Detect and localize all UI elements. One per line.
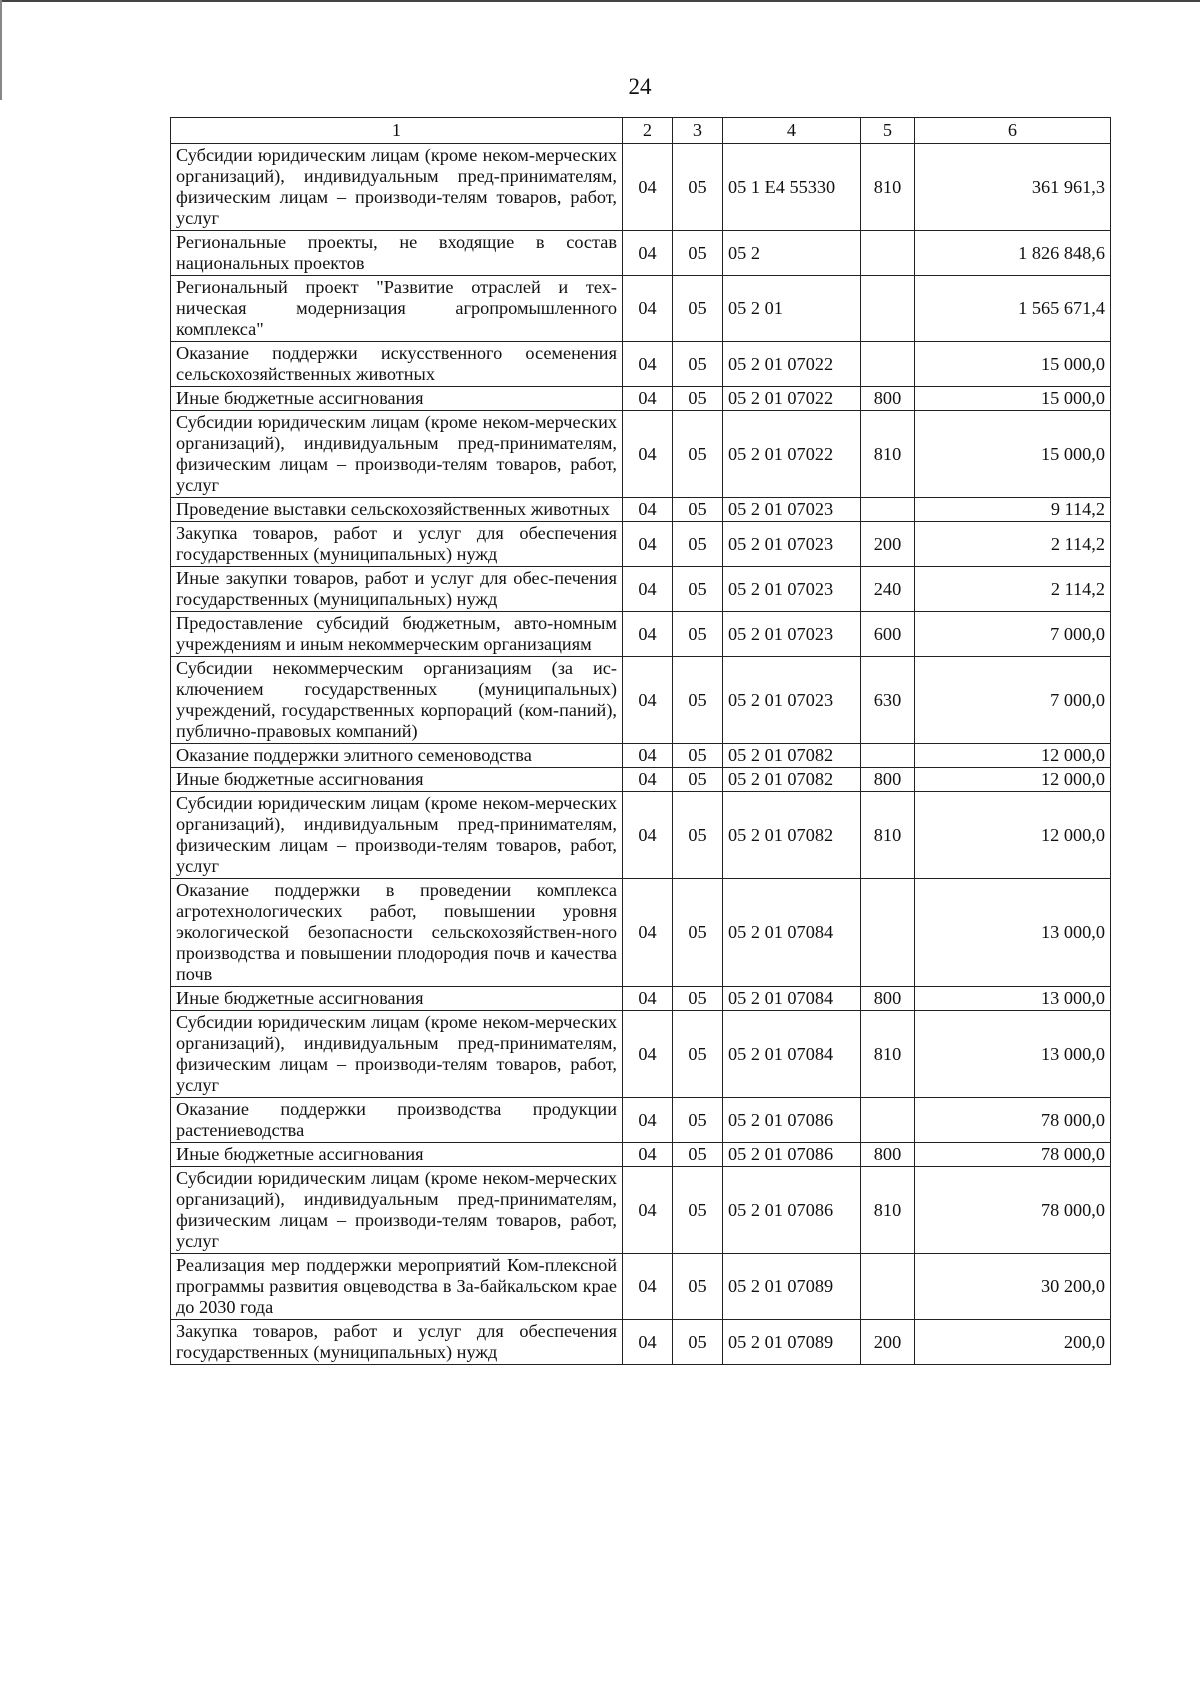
- table-row: [171, 1098, 1111, 1143]
- row-amount-cell: 9 114,2: [915, 498, 1111, 522]
- scan-edge-left: [0, 0, 2, 100]
- table-row: [171, 987, 1111, 1011]
- table-row: [171, 1011, 1111, 1098]
- row-amount-cell: 7 000,0: [915, 657, 1111, 744]
- row-amount-cell: 13 000,0: [915, 987, 1111, 1011]
- row-amount-cell: 15 000,0: [915, 387, 1111, 411]
- table-row: [171, 768, 1111, 792]
- row-expense-type-cell: 810: [861, 1011, 915, 1098]
- row-expense-type-cell: [861, 1254, 915, 1320]
- table-row: [171, 1143, 1111, 1167]
- row-subsection-cell: 05: [673, 1143, 723, 1167]
- row-subsection-cell: 05: [673, 1254, 723, 1320]
- row-name-cell: Предоставление субсидий бюджетным, авто-номным учреждениям и иным некоммерческим организациям: [171, 612, 623, 657]
- table-row: [171, 498, 1111, 522]
- header-col-6: 6: [915, 118, 1111, 144]
- row-target-code-cell: 05 2 01 07082: [723, 792, 861, 879]
- row-subsection-cell: 05: [673, 879, 723, 987]
- row-section-cell: 04: [623, 879, 673, 987]
- row-target-code-cell: 05 1 E4 55330: [723, 144, 861, 231]
- row-target-code-cell: 05 2 01 07082: [723, 744, 861, 768]
- row-section-cell: 04: [623, 1167, 673, 1254]
- row-target-code-cell: 05 2 01 07022: [723, 387, 861, 411]
- row-subsection-cell: 05: [673, 768, 723, 792]
- table-row: [171, 1167, 1111, 1254]
- row-name-cell: Проведение выставки сельскохозяйственных животных: [171, 498, 623, 522]
- row-expense-type-cell: 600: [861, 612, 915, 657]
- row-name-cell: Субсидии юридическим лицам (кроме неком-мерческих организаций), индивидуальным пред-принимателям, физическим лицам – производи-телям товаров, работ, услуг: [171, 1167, 623, 1254]
- row-section-cell: 04: [623, 276, 673, 342]
- row-target-code-cell: 05 2 01 07022: [723, 342, 861, 387]
- row-expense-type-cell: 810: [861, 411, 915, 498]
- row-target-code-cell: 05 2 01 07089: [723, 1254, 861, 1320]
- row-subsection-cell: 05: [673, 387, 723, 411]
- table-row: [171, 342, 1111, 387]
- row-target-code-cell: 05 2 01: [723, 276, 861, 342]
- row-section-cell: 04: [623, 144, 673, 231]
- row-section-cell: 04: [623, 1254, 673, 1320]
- table-row: [171, 567, 1111, 612]
- row-subsection-cell: 05: [673, 612, 723, 657]
- row-name-cell: Оказание поддержки элитного семеноводства: [171, 744, 623, 768]
- table-row: [171, 1254, 1111, 1320]
- row-amount-cell: 200,0: [915, 1320, 1111, 1365]
- row-amount-cell: 361 961,3: [915, 144, 1111, 231]
- row-amount-cell: 2 114,2: [915, 567, 1111, 612]
- row-name-cell: Субсидии некоммерческим организациям (за ис-ключением государственных (муниципальных) учреждений, государственных корпораций (ком-паний), публично-правовых компаний): [171, 657, 623, 744]
- row-section-cell: 04: [623, 612, 673, 657]
- table-row: [171, 879, 1111, 987]
- row-name-cell: Субсидии юридическим лицам (кроме неком-мерческих организаций), индивидуальным пред-принимателям, физическим лицам – производи-телям товаров, работ, услуг: [171, 144, 623, 231]
- row-subsection-cell: 05: [673, 498, 723, 522]
- row-subsection-cell: 05: [673, 1320, 723, 1365]
- row-expense-type-cell: [861, 1098, 915, 1143]
- row-amount-cell: 2 114,2: [915, 522, 1111, 567]
- table-body: [171, 144, 1111, 1365]
- row-name-cell: Субсидии юридическим лицам (кроме неком-мерческих организаций), индивидуальным пред-принимателям, физическим лицам – производи-телям товаров, работ, услуг: [171, 411, 623, 498]
- row-section-cell: 04: [623, 411, 673, 498]
- row-amount-cell: 1 826 848,6: [915, 231, 1111, 276]
- row-expense-type-cell: [861, 498, 915, 522]
- row-subsection-cell: 05: [673, 522, 723, 567]
- row-amount-cell: 12 000,0: [915, 744, 1111, 768]
- row-expense-type-cell: 810: [861, 144, 915, 231]
- row-amount-cell: 1 565 671,4: [915, 276, 1111, 342]
- table-row: [171, 744, 1111, 768]
- table-row: [171, 522, 1111, 567]
- row-subsection-cell: 05: [673, 987, 723, 1011]
- row-amount-cell: 15 000,0: [915, 342, 1111, 387]
- table-row: [171, 144, 1111, 231]
- row-name-cell: Закупка товаров, работ и услуг для обеспечения государственных (муниципальных) нужд: [171, 522, 623, 567]
- row-expense-type-cell: 240: [861, 567, 915, 612]
- row-subsection-cell: 05: [673, 657, 723, 744]
- row-expense-type-cell: 800: [861, 768, 915, 792]
- row-target-code-cell: 05 2 01 07084: [723, 879, 861, 987]
- row-section-cell: 04: [623, 1143, 673, 1167]
- row-target-code-cell: 05 2 01 07023: [723, 522, 861, 567]
- table-row: [171, 792, 1111, 879]
- row-subsection-cell: 05: [673, 1011, 723, 1098]
- row-name-cell: Иные закупки товаров, работ и услуг для обес-печения государственных (муниципальных) нужд: [171, 567, 623, 612]
- budget-table: [170, 117, 1111, 1365]
- row-target-code-cell: 05 2 01 07084: [723, 1011, 861, 1098]
- row-name-cell: Региональный проект "Развитие отраслей и тех-ническая модернизация агропромышленного комплекса": [171, 276, 623, 342]
- row-amount-cell: 78 000,0: [915, 1143, 1111, 1167]
- row-subsection-cell: 05: [673, 1098, 723, 1143]
- row-amount-cell: 78 000,0: [915, 1098, 1111, 1143]
- row-expense-type-cell: 630: [861, 657, 915, 744]
- table-header-row: [171, 118, 1111, 144]
- row-subsection-cell: 05: [673, 744, 723, 768]
- row-amount-cell: 12 000,0: [915, 792, 1111, 879]
- row-section-cell: 04: [623, 567, 673, 612]
- row-target-code-cell: 05 2: [723, 231, 861, 276]
- header-col-1: 1: [171, 118, 623, 144]
- row-name-cell: Закупка товаров, работ и услуг для обеспечения государственных (муниципальных) нужд: [171, 1320, 623, 1365]
- table-row: [171, 612, 1111, 657]
- row-name-cell: Оказание поддержки в проведении комплекса агротехнологических работ, повышении уровня экологической безопасности сельскохозяйствен-ного производства и повышении плодородия почв и качества почв: [171, 879, 623, 987]
- row-amount-cell: 13 000,0: [915, 1011, 1111, 1098]
- row-section-cell: 04: [623, 342, 673, 387]
- row-name-cell: Оказание поддержки искусственного осеменения сельскохозяйственных животных: [171, 342, 623, 387]
- page-number: 24: [628, 74, 652, 99]
- row-target-code-cell: 05 2 01 07086: [723, 1143, 861, 1167]
- table-row: [171, 1320, 1111, 1365]
- row-section-cell: 04: [623, 498, 673, 522]
- row-section-cell: 04: [623, 744, 673, 768]
- row-name-cell: Иные бюджетные ассигнования: [171, 387, 623, 411]
- row-section-cell: 04: [623, 1011, 673, 1098]
- row-expense-type-cell: 800: [861, 1143, 915, 1167]
- table-row: [171, 387, 1111, 411]
- row-section-cell: 04: [623, 987, 673, 1011]
- row-subsection-cell: 05: [673, 276, 723, 342]
- row-target-code-cell: 05 2 01 07086: [723, 1167, 861, 1254]
- row-expense-type-cell: [861, 342, 915, 387]
- row-expense-type-cell: 800: [861, 987, 915, 1011]
- row-target-code-cell: 05 2 01 07084: [723, 987, 861, 1011]
- row-expense-type-cell: [861, 231, 915, 276]
- row-target-code-cell: 05 2 01 07023: [723, 612, 861, 657]
- row-target-code-cell: 05 2 01 07023: [723, 567, 861, 612]
- row-name-cell: Субсидии юридическим лицам (кроме неком-мерческих организаций), индивидуальным пред-принимателям, физическим лицам – производи-телям товаров, работ, услуг: [171, 792, 623, 879]
- table-row: [171, 276, 1111, 342]
- row-expense-type-cell: [861, 276, 915, 342]
- row-expense-type-cell: 800: [861, 387, 915, 411]
- row-section-cell: 04: [623, 387, 673, 411]
- row-target-code-cell: 05 2 01 07023: [723, 498, 861, 522]
- header-col-3: 3: [673, 118, 723, 144]
- header-col-2: 2: [623, 118, 673, 144]
- row-subsection-cell: 05: [673, 567, 723, 612]
- row-amount-cell: 30 200,0: [915, 1254, 1111, 1320]
- row-subsection-cell: 05: [673, 1167, 723, 1254]
- row-subsection-cell: 05: [673, 792, 723, 879]
- row-name-cell: Оказание поддержки производства продукции растениеводства: [171, 1098, 623, 1143]
- row-expense-type-cell: 810: [861, 1167, 915, 1254]
- row-name-cell: Субсидии юридическим лицам (кроме неком-мерческих организаций), индивидуальным пред-принимателям, физическим лицам – производи-телям товаров, работ, услуг: [171, 1011, 623, 1098]
- row-target-code-cell: 05 2 01 07086: [723, 1098, 861, 1143]
- row-name-cell: Реализация мер поддержки мероприятий Ком-плексной программы развития овцеводства в За-байкальском крае до 2030 года: [171, 1254, 623, 1320]
- row-amount-cell: 15 000,0: [915, 411, 1111, 498]
- table-row: [171, 657, 1111, 744]
- row-expense-type-cell: 200: [861, 522, 915, 567]
- row-target-code-cell: 05 2 01 07082: [723, 768, 861, 792]
- row-target-code-cell: 05 2 01 07022: [723, 411, 861, 498]
- row-section-cell: 04: [623, 231, 673, 276]
- row-section-cell: 04: [623, 522, 673, 567]
- row-name-cell: Иные бюджетные ассигнования: [171, 987, 623, 1011]
- row-name-cell: Региональные проекты, не входящие в состав национальных проектов: [171, 231, 623, 276]
- row-section-cell: 04: [623, 1320, 673, 1365]
- header-col-5: 5: [861, 118, 915, 144]
- header-col-4: 4: [723, 118, 861, 144]
- row-section-cell: 04: [623, 792, 673, 879]
- row-section-cell: 04: [623, 768, 673, 792]
- row-target-code-cell: 05 2 01 07023: [723, 657, 861, 744]
- row-subsection-cell: 05: [673, 231, 723, 276]
- row-expense-type-cell: 200: [861, 1320, 915, 1365]
- row-subsection-cell: 05: [673, 342, 723, 387]
- row-amount-cell: 7 000,0: [915, 612, 1111, 657]
- row-name-cell: Иные бюджетные ассигнования: [171, 768, 623, 792]
- row-amount-cell: 13 000,0: [915, 879, 1111, 987]
- row-amount-cell: 78 000,0: [915, 1167, 1111, 1254]
- table-row: [171, 411, 1111, 498]
- scan-edge-top: [0, 0, 1200, 2]
- row-amount-cell: 12 000,0: [915, 768, 1111, 792]
- row-expense-type-cell: 810: [861, 792, 915, 879]
- row-subsection-cell: 05: [673, 411, 723, 498]
- row-expense-type-cell: [861, 879, 915, 987]
- row-section-cell: 04: [623, 657, 673, 744]
- row-name-cell: Иные бюджетные ассигнования: [171, 1143, 623, 1167]
- row-section-cell: 04: [623, 1098, 673, 1143]
- table-row: [171, 231, 1111, 276]
- row-subsection-cell: 05: [673, 144, 723, 231]
- row-expense-type-cell: [861, 744, 915, 768]
- row-target-code-cell: 05 2 01 07089: [723, 1320, 861, 1365]
